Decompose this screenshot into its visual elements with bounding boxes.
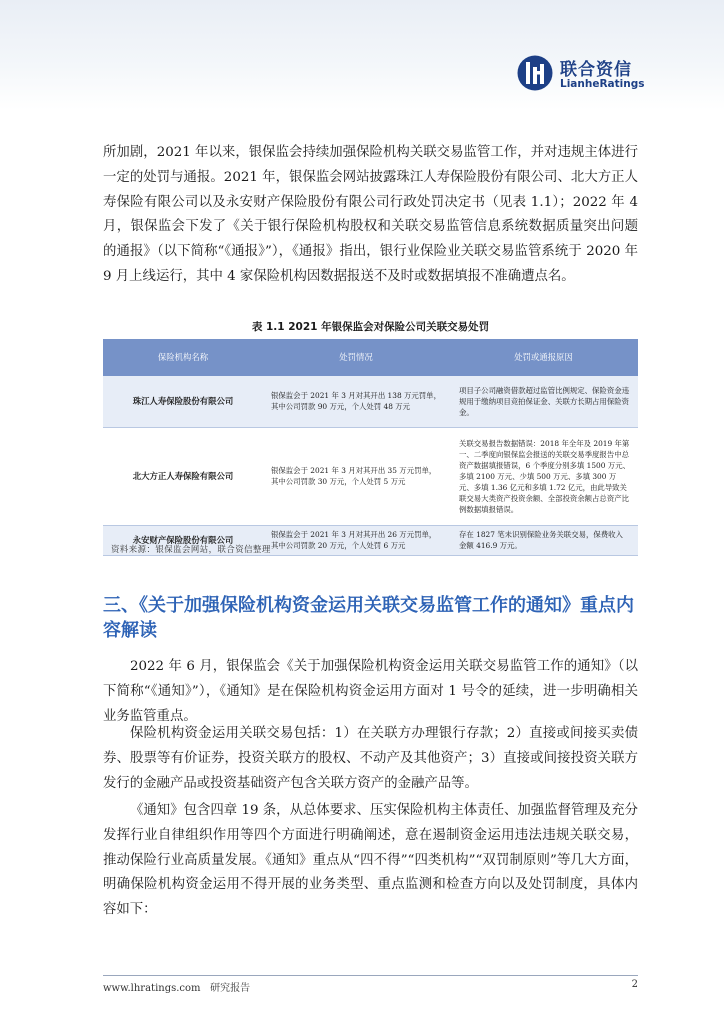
- logo-chinese-name: 联合资信: [560, 60, 632, 80]
- table-row: [103, 376, 638, 427]
- table-source-note: 资料来源：银保监会网站，联合资信整理: [111, 544, 271, 554]
- column-header-institution: 保险机构名称: [103, 339, 263, 376]
- company-logo: [516, 54, 646, 94]
- page-number: 2: [631, 979, 638, 990]
- intro-paragraph: 所加剧，2021 年以来，银保监会持续加强保险机构关联交易监管工作，并对违规主体进行一定的处罚与通报。2021 年，银保监会网站披露珠江人寿保险股份有限公司、北大方正人寿保险有限公司以及永安财产保险股份有限公司行政处罚决定书（见表 1.1）；2022 年 4 月，银保监会下发了《关于银行保险机构股权和关联交易监管信息系统数据质量突出问题的通报》（以下简称“《通报》”），《通报》指出，银行业保险业关联交易监管系统于 2020 年 9 月上线运行，其中 4 家保险机构因数据报送不及时或数据填报不准确遭点名。: [103, 145, 638, 284]
- body-paragraph: 2022 年 6 月，银保监会《关于加强保险机构资金运用关联交易监管工作的通知》（以下简称“《通知》”），《通知》是在保险机构资金运用方面对 1 号令的延续，进一步明确相关业务监管重点。: [103, 659, 638, 724]
- footer-doc-type: 研究报告: [210, 983, 251, 994]
- body-paragraph: 保险机构资金运用关联交易包括：1）在关联方办理银行存款；2）直接或间接买卖债券、股票等有价证券，投资关联方的股权、不动产及其他资产；3）直接或间接投资关联方发行的金融产品或投资基础资产包含关联方资产的金融产品等。: [103, 726, 638, 791]
- institution-name: 珠江人寿保险股份有限公司: [103, 376, 263, 427]
- column-header-reason: 处罚或通报原因: [449, 339, 638, 376]
- penalty-details: 银保监会于 2021 年 3 月对其开出 35 万元罚单，其中公司罚款 30 万元，个人处罚 5 万元: [263, 427, 449, 525]
- penalty-reason: 存在 1827 笔未识别保险业务关联交易，保费收入金额 416.9 万元。: [449, 525, 638, 555]
- institution-name: 永安财产保险股份有限公司: [103, 525, 263, 555]
- penalty-reason: 关联交易报告数据错误：2018 年全年及 2019 年第一、二季度向银保监会报送的关联交易季度报告中总资产数据填报错误，6 个季度分别多填 1500 万元、多填 2100 万元、少填 500 万元、多填 300 万元、多填 1.36 亿元和多填 1.72 亿元，由此导致关联交易大类资产投资余额、全部投资余额占总资产比例数据填报错误。: [449, 427, 638, 525]
- column-header-penalty: 处罚情况: [263, 339, 449, 376]
- footer-left: [103, 979, 250, 994]
- table-header-row: [103, 339, 638, 376]
- footer-website-link[interactable]: www.lhratings.com: [103, 983, 201, 994]
- penalty-details: 银保监会于 2021 年 3 月对其开出 26 万元罚单，其中公司罚款 20 万元，个人处罚 6 万元: [263, 525, 449, 555]
- table-row: [103, 427, 638, 525]
- penalty-reason: 项目子公司融资借款超过监管比例规定、保险资金违规用于缴纳项目竞拍保证金、关联方长期占用保险资金。: [449, 376, 638, 427]
- penalty-details: 银保监会于 2021 年 3 月对其开出 138 万元罚单，其中公司罚款 90 万元，个人处罚 48 万元: [263, 376, 449, 427]
- footer-divider: [103, 975, 638, 976]
- section-heading: 三、《关于加强保险机构资金运用关联交易监管工作的通知》重点内容解读: [103, 595, 634, 641]
- logo-english-name: LianheRatings: [560, 78, 645, 90]
- body-paragraph: 《通知》包含四章 19 条，从总体要求、压实保险机构主体责任、加强监督管理及充分发挥行业自律组织作用等四个方面进行明确阐述，意在遏制资金运用违法违规关联交易，推动保险行业高质量发展。《通知》重点从“四不得”“四类机构”“双罚制原则”等几大方面，明确保险机构资金运用不得开展的业务类型、重点监测和检查方向以及处罚制度，具体内容如下：: [103, 803, 638, 918]
- lianhe-logo-icon: [516, 54, 554, 92]
- penalty-table: [103, 339, 638, 556]
- table-title: 表 1.1 2021 年银保监会对保险公司关联交易处罚: [251, 321, 490, 333]
- institution-name: 北大方正人寿保险有限公司: [103, 427, 263, 525]
